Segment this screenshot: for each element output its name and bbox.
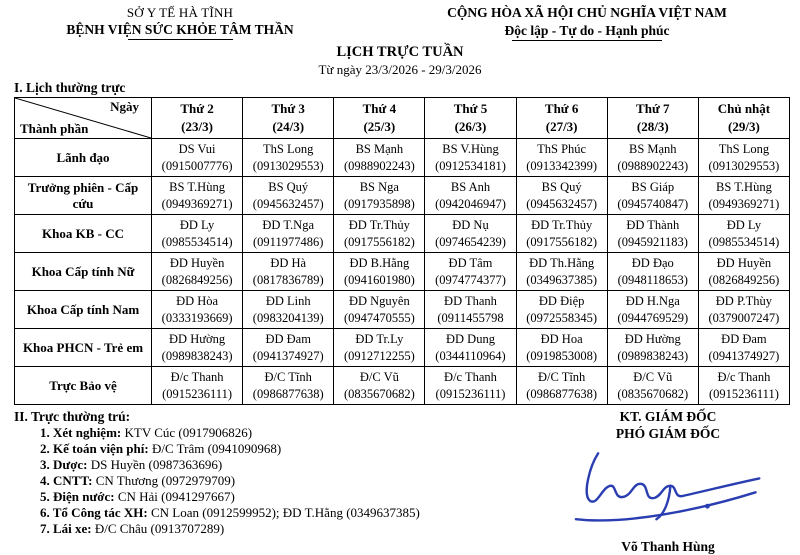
section1-heading: I. Lịch thường trực: [14, 80, 126, 95]
duty-cell: [425, 291, 516, 329]
duty-cell: [243, 215, 334, 253]
day-header-cell: [334, 98, 425, 139]
duty-person-name: ĐD Thanh: [444, 294, 497, 309]
table-row: [15, 139, 790, 177]
duty-person-phone: (0912712255): [343, 348, 415, 363]
on-call-section: [0, 408, 550, 555]
duty-cell: [334, 291, 425, 329]
duty-person-name: ĐD B.Hằng: [349, 256, 410, 271]
on-call-list: [14, 425, 550, 537]
duty-cell: [334, 253, 425, 291]
schedule-table-body: [15, 139, 790, 405]
signature-ink: [556, 446, 781, 534]
duty-person-name: DS Vui: [178, 142, 216, 157]
day-date: (29/3): [728, 119, 760, 134]
duty-cell: [425, 139, 516, 177]
duty-cell: [243, 177, 334, 215]
duty-cell: [152, 177, 243, 215]
row-label: Khoa Cấp tính Nam: [15, 291, 152, 329]
duty-cell: [152, 253, 243, 291]
duty-person-phone: (0917556182): [526, 234, 598, 249]
duty-person-name: BS Quý: [541, 180, 582, 195]
duty-person-phone: (0949369271): [161, 196, 233, 211]
duty-cell: [698, 367, 789, 405]
duty-cell: [607, 253, 698, 291]
duty-person-phone: (0915236111): [435, 386, 506, 401]
duty-person-name: ĐD Tr.Ly: [355, 332, 404, 347]
duty-cell: [243, 139, 334, 177]
org-underline: [128, 39, 233, 40]
duty-person-name: ĐD Tr.Thủy: [348, 218, 410, 233]
on-call-item-label: 7. Lái xe:: [40, 521, 92, 536]
duty-cell: [516, 329, 607, 367]
duty-person-phone: (0948118653): [617, 272, 688, 287]
row-label: Khoa KB - CC: [15, 215, 152, 253]
duty-cell: [516, 177, 607, 215]
duty-person-name: ThS Long: [263, 142, 314, 157]
duty-person-name: BS Giáp: [631, 180, 675, 195]
duty-person-phone: (0974654239): [435, 234, 506, 249]
on-call-item: [14, 473, 550, 489]
duty-cell: [607, 215, 698, 253]
on-call-item-value: Đ/C Trâm (0941090968): [148, 441, 282, 456]
on-call-item: [14, 505, 550, 521]
duty-person-name: BS Quý: [268, 180, 309, 195]
duty-person-name: ĐD Đam: [721, 332, 767, 347]
day-header-cell: [698, 98, 789, 139]
day-name: Thứ 2: [180, 101, 214, 117]
duty-person-name: ĐD Hoa: [540, 332, 583, 347]
duty-person-name: Đ/c Thanh: [170, 370, 224, 385]
duty-person-name: ĐD Hà: [270, 256, 307, 271]
duty-person-name: Đ/c Thanh: [444, 370, 497, 385]
duty-person-phone: (0988902243): [343, 158, 415, 173]
date-range: Từ ngày 23/3/2026 - 29/3/2026: [318, 62, 482, 77]
duty-person-phone: (0835670682): [343, 386, 415, 401]
corner-label-day: Ngày: [110, 99, 139, 114]
table-row: [15, 329, 790, 367]
duty-person-phone: (0344110964): [435, 348, 506, 363]
day-name: Thứ 3: [271, 101, 305, 117]
duty-cell: [334, 215, 425, 253]
issuing-org-block: [20, 5, 340, 41]
day-header-cell: [607, 98, 698, 139]
on-call-item-label: 1. Xét nghiệm:: [40, 425, 122, 440]
duty-cell: [243, 329, 334, 367]
corner-label-staff: Thành phần: [20, 121, 89, 136]
duty-person-phone: (0915236111): [162, 386, 233, 401]
duty-cell: [152, 215, 243, 253]
motto-underline: [512, 40, 662, 41]
duty-person-name: ĐD Thành: [626, 218, 680, 233]
table-row: [15, 215, 790, 253]
duty-person-phone: (0911455798: [437, 310, 504, 325]
duty-cell: [516, 139, 607, 177]
duty-cell: [516, 367, 607, 405]
duty-person-phone: (0974774377): [435, 272, 506, 287]
row-label: Khoa PHCN - Trẻ em: [15, 329, 152, 367]
duty-person-phone: (0913342399): [526, 158, 598, 173]
corner-cell: [15, 98, 152, 139]
duty-person-phone: (0986877638): [526, 386, 598, 401]
duty-person-name: ĐD Hòa: [176, 294, 219, 309]
duty-person-name: ĐD Hường: [624, 332, 681, 347]
duty-cell: [152, 291, 243, 329]
duty-person-phone: (0945632457): [252, 196, 324, 211]
signature-block: [550, 408, 800, 555]
duty-person-phone: (0835670682): [617, 386, 689, 401]
duty-person-name: ĐD Tâm: [448, 256, 493, 271]
duty-cell: [334, 367, 425, 405]
duty-person-phone: (0989838243): [617, 348, 689, 363]
on-call-item: [14, 457, 550, 473]
duty-person-name: BS V.Hùng: [442, 142, 499, 157]
day-name: Chủ nhật: [717, 101, 771, 117]
duty-cell: [334, 329, 425, 367]
on-call-item-value: CN Thương (0972979709): [92, 473, 236, 488]
duty-person-phone: (0913029553): [252, 158, 324, 173]
duty-cell: [607, 329, 698, 367]
duty-person-name: ĐD T.Nga: [262, 218, 315, 233]
row-label: Lãnh đạo: [15, 139, 152, 177]
signer-name: Võ Thanh Hùng: [621, 539, 715, 554]
duty-person-phone: (0826849256): [708, 272, 780, 287]
org-name: BỆNH VIỆN SỨC KHỎE TÂM THẦN: [66, 22, 294, 37]
duty-cell: [243, 291, 334, 329]
on-call-item-label: 6. Tổ Công tác XH:: [40, 505, 148, 520]
duty-cell: [425, 215, 516, 253]
duty-person-name: BS T.Hùng: [169, 180, 225, 195]
duty-cell: [698, 177, 789, 215]
on-call-item-value: CN Loan (0912599952); ĐD T.Hằng (0349637385): [147, 505, 420, 520]
duty-person-phone: (0944769529): [617, 310, 689, 325]
duty-person-phone: (0349637385): [526, 272, 598, 287]
duty-person-name: BS Nga: [359, 180, 399, 195]
duty-cell: [152, 367, 243, 405]
section2-heading: II. Trực thường trú:: [14, 409, 131, 424]
day-date: (26/3): [454, 119, 487, 134]
duty-person-name: BS Mạnh: [355, 142, 404, 157]
duty-person-phone: (0915236111): [708, 386, 779, 401]
on-call-item: [14, 425, 550, 441]
duty-person-phone: (0912534181): [435, 158, 506, 173]
on-call-item-label: 4. CNTT:: [40, 473, 93, 488]
day-date: (23/3): [181, 119, 213, 134]
motto-line2: Độc lập - Tự do - Hạnh phúc: [504, 23, 670, 38]
duty-cell: [516, 291, 607, 329]
duty-person-phone: (0913029553): [708, 158, 780, 173]
duty-person-name: ThS Long: [718, 142, 770, 157]
day-header-cell: [152, 98, 243, 139]
on-call-item-label: 2. Kế toán viện phí:: [40, 441, 149, 456]
duty-person-name: BS Anh: [450, 180, 491, 195]
day-name: Thứ 5: [453, 101, 488, 117]
duty-person-name: Đ/C Tĩnh: [537, 370, 586, 385]
duty-person-name: ĐD Linh: [265, 294, 311, 309]
duty-person-phone: (0985534514): [708, 234, 780, 249]
duty-person-name: ĐD Dung: [446, 332, 495, 347]
day-name: Thứ 7: [636, 101, 670, 117]
duty-cell: [334, 139, 425, 177]
row-label: Trực Bảo vệ: [15, 367, 152, 405]
duty-person-name: ĐD Huyền: [169, 256, 225, 271]
signature-dot: [704, 504, 709, 509]
row-label: Khoa Cấp tính Nữ: [15, 253, 152, 291]
table-header-row: [15, 98, 790, 139]
on-call-item-value: DS Huyền (0987363696): [87, 457, 223, 472]
duty-person-phone: (0917556182): [343, 234, 415, 249]
duty-cell: [152, 329, 243, 367]
on-call-item-label: 5. Điện nước:: [40, 489, 115, 504]
duty-cell: [243, 253, 334, 291]
duty-person-name: Đ/C Vũ: [633, 370, 673, 385]
national-motto-block: [392, 5, 782, 41]
duty-person-phone: (0986877638): [252, 386, 324, 401]
on-call-item-value: KTV Cúc (0917906826): [121, 425, 253, 440]
day-header-cell: [425, 98, 516, 139]
duty-person-phone: (0985534514): [161, 234, 233, 249]
duty-person-name: ĐD Đạo: [631, 256, 674, 271]
duty-person-phone: (0988902243): [617, 158, 689, 173]
duty-person-phone: (0945921183): [617, 234, 688, 249]
duty-person-phone: (0917935898): [343, 196, 415, 211]
duty-person-phone: (0817836789): [252, 272, 324, 287]
duty-person-name: ĐD Ly: [726, 218, 762, 233]
duty-cell: [698, 215, 789, 253]
duty-person-name: ĐD H.Nga: [625, 294, 680, 309]
on-call-item: [14, 441, 550, 457]
duty-person-phone: (0972558345): [526, 310, 598, 325]
day-header-cell: [516, 98, 607, 139]
duty-cell: [425, 329, 516, 367]
duty-person-phone: (0911977486): [253, 234, 324, 249]
duty-cell: [334, 177, 425, 215]
duty-cell: [698, 253, 789, 291]
duty-cell: [425, 367, 516, 405]
duty-cell: [607, 177, 698, 215]
duty-person-name: ĐD Hường: [169, 332, 226, 347]
duty-person-name: ThS Phúc: [537, 142, 587, 157]
duty-cell: [425, 253, 516, 291]
day-header-cell: [243, 98, 334, 139]
duty-person-phone: (0942046947): [435, 196, 506, 211]
table-row: [15, 177, 790, 215]
duty-cell: [607, 291, 698, 329]
duty-person-phone: (0945632457): [526, 196, 598, 211]
duty-person-name: ĐD Ly: [179, 218, 215, 233]
duty-cell: [425, 177, 516, 215]
table-row: [15, 253, 790, 291]
day-date: (24/3): [272, 119, 305, 134]
signature-stroke: [586, 453, 759, 501]
duty-person-name: ĐD Huyền: [716, 256, 772, 271]
duty-cell: [698, 291, 789, 329]
handwritten-signature: [550, 446, 786, 534]
on-call-item: [14, 489, 550, 505]
duty-cell: [698, 329, 789, 367]
duty-person-name: ĐD Nguyên: [348, 294, 410, 309]
duty-schedule-table: [14, 97, 790, 405]
duty-person-name: ĐD Đam: [265, 332, 311, 347]
duty-person-phone: (0941374927): [252, 348, 324, 363]
row-label: Trưởng phiên - Cấp cứu: [15, 177, 152, 215]
duty-person-name: ĐD Nụ: [452, 218, 489, 233]
duty-person-phone: (0919853008): [526, 348, 598, 363]
duty-cell: [698, 139, 789, 177]
day-date: (25/3): [363, 119, 396, 134]
on-call-item: [14, 521, 550, 537]
duty-person-name: Đ/C Tĩnh: [264, 370, 312, 385]
duty-person-phone: (0945740847): [617, 196, 689, 211]
duty-person-phone: (0941374927): [708, 348, 780, 363]
duty-person-name: ĐD Th.Hằng: [529, 256, 595, 271]
duty-cell: [516, 215, 607, 253]
page-title: LỊCH TRỰC TUẦN: [336, 44, 464, 60]
duty-cell: [607, 367, 698, 405]
on-call-item-value: CN Hải (0941297667): [114, 489, 235, 504]
day-date: (27/3): [545, 119, 578, 134]
duty-person-phone: (0989838243): [161, 348, 233, 363]
duty-person-name: BS T.Hùng: [716, 180, 772, 195]
day-name: Thứ 6: [544, 101, 579, 117]
day-date: (28/3): [636, 119, 669, 134]
table-row: [15, 367, 790, 405]
duty-person-phone: (0949369271): [708, 196, 780, 211]
signer-title-line1: KT. GIÁM ĐỐC: [619, 409, 717, 424]
duty-person-name: ĐD P.Thùy: [715, 294, 773, 309]
day-name: Thứ 4: [362, 101, 397, 117]
duty-cell: [243, 367, 334, 405]
duty-person-phone: (0826849256): [161, 272, 233, 287]
duty-person-phone: (0983204139): [252, 310, 324, 325]
signer-title-line2: PHÓ GIÁM ĐỐC: [615, 426, 721, 441]
on-call-item-label: 3. Dược:: [40, 457, 88, 472]
duty-person-name: Đ/c Thanh: [717, 370, 771, 385]
duty-person-name: Đ/C Vũ: [359, 370, 399, 385]
duty-person-phone: (0915007776): [161, 158, 233, 173]
letterhead: [0, 0, 800, 41]
duty-cell: [152, 139, 243, 177]
on-call-item-value: Đ/C Châu (0913707289): [91, 521, 225, 536]
duty-person-phone: (0947470555): [343, 310, 415, 325]
table-row: [15, 291, 790, 329]
org-parent-name: SỞ Y TẾ HÀ TĨNH: [126, 5, 234, 20]
duty-person-name: ĐD Điệp: [538, 294, 585, 309]
duty-person-phone: (0379007247): [708, 310, 780, 325]
duty-person-name: BS Mạnh: [628, 142, 677, 157]
motto-line1: CỘNG HÒA XÃ HỘI CHỦ NGHĨA VIỆT NAM: [447, 5, 727, 20]
bottom-area: [0, 408, 800, 555]
duty-cell: [516, 253, 607, 291]
duty-person-name: ĐD Tr.Thủy: [531, 218, 593, 233]
duty-person-phone: (0333193669): [161, 310, 233, 325]
duty-cell: [607, 139, 698, 177]
duty-person-phone: (0941601980): [343, 272, 415, 287]
